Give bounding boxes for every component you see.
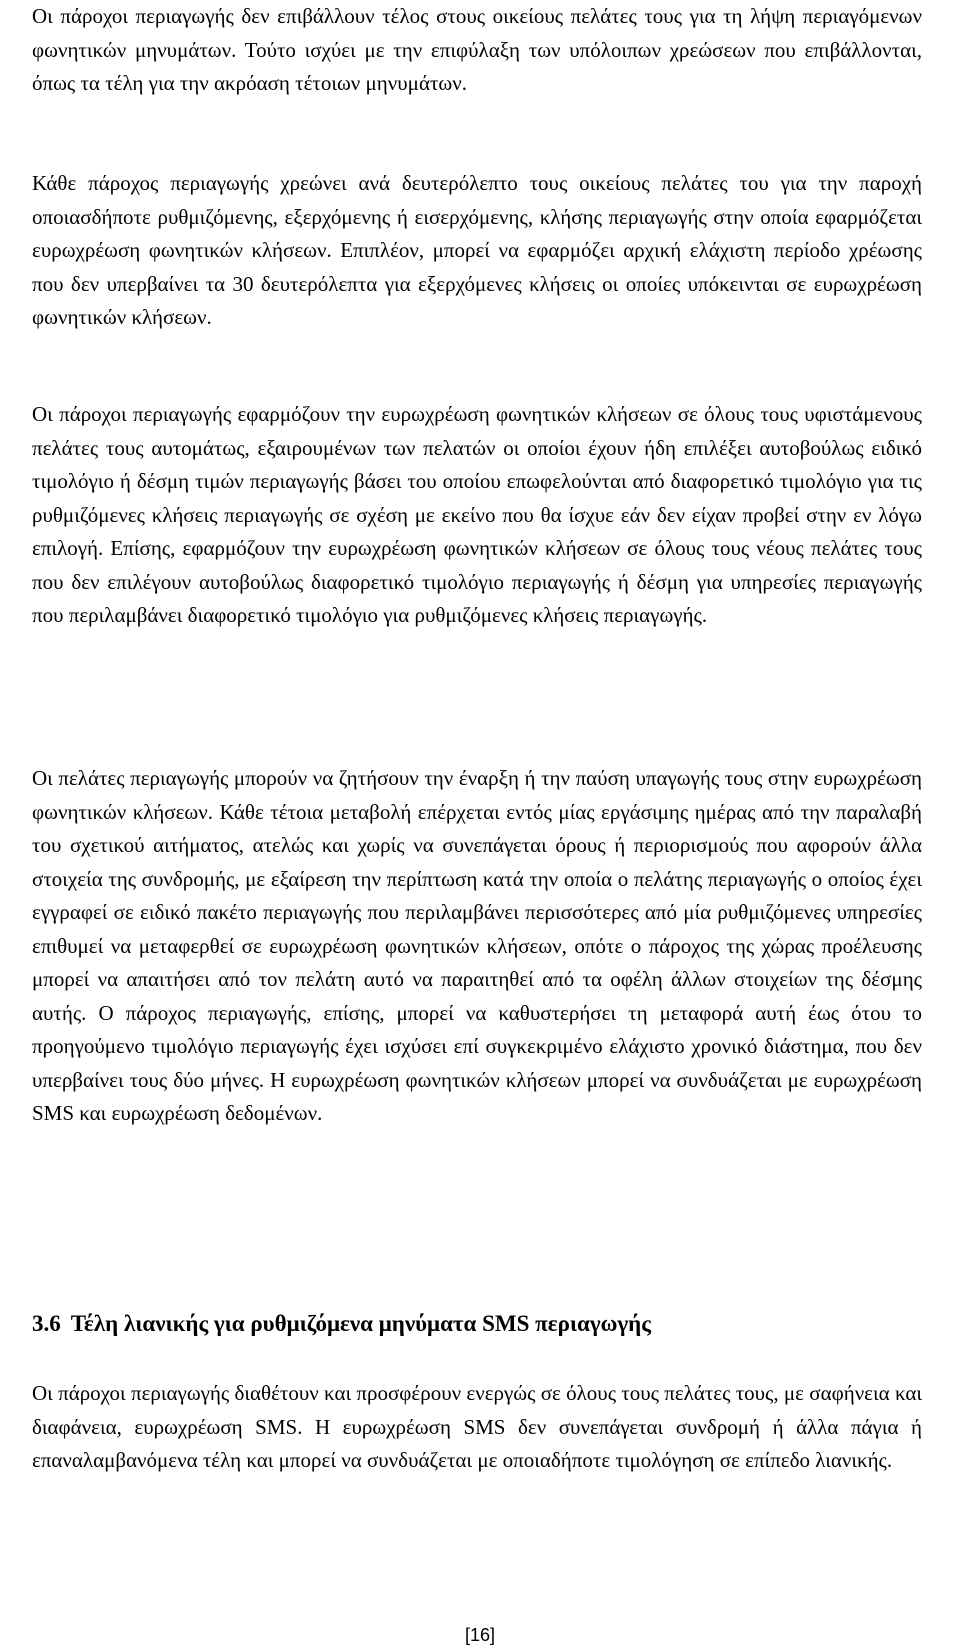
- page-number: [16]: [464, 1625, 496, 1645]
- paragraph-sms-eurotariff: Οι πάροχοι περιαγωγής διαθέτουν και προσφέρουν ενεργώς σε όλους τους πελάτες τους, με σαφήνεια και διαφάνεια, ευρωχρέωση SMS. Η ευρωχρέωση SMS δεν συνεπάγεται συνδρομή ή άλλα πάγια ή επαναλαμβανόμενα τέλη και μπορεί να συνδυάζεται με οποιαδήποτε τιμολόγηση σε επίπεδο λιανικής.: [32, 1381, 922, 1472]
- paragraph-automatic-eurotariff: Οι πάροχοι περιαγωγής εφαρμόζουν την ευρωχρέωση φωνητικών κλήσεων σε όλους τους υφιστάμενους πελάτες τους αυτομάτως, εξαιρουμένων των πελατών οι οποίοι έχουν ήδη επιλέξει αυτοβούλως ειδικό τιμολόγιο ή δέσμη τιμών περιαγωγής βάσει του οποίου επωφελούνται από διαφορετικό τιμολόγιο για τις ρυθμιζόμενες κλήσεις περιαγωγής σε σχέση με εκείνο που θα ίσχυε εάν δεν είχαν προβεί στην εν λόγω επιλογή. Επίσης, εφαρμόζουν την ευρωχρέωση φωνητικών κλήσεων σε όλους τους νέους πελάτες τους που δεν επιλέγουν αυτοβούλως διαφορετικό τιμολόγιο περιαγωγής ή δέσμη για υπηρεσίες περιαγωγής που περιλαμβάνει διαφορετικό τιμολόγιο για ρυθμιζόμενες κλήσεις περιαγωγής.: [32, 402, 922, 627]
- paragraph-per-second-billing: Κάθε πάροχος περιαγωγής χρεώνει ανά δευτερόλεπτο τους οικείους πελάτες του για την παροχή οποιασδήποτε ρυθμιζόμενης, εξερχόμενης ή εισερχόμενης, κλήσης περιαγωγής στην οποία εφαρμόζεται ευρωχρέωση φωνητικών κλήσεων. Επιπλέον, μπορεί να εφαρμόζει αρχική ελάχιστη περίοδο χρέωσης που δεν υπερβαίνει τα 30 δευτερόλεπτα για εξερχόμενες κλήσεις οι οποίες υπόκεινται σε ευρωχρέωση φωνητικών κλήσεων.: [32, 171, 922, 329]
- section-heading: [32, 1308, 922, 1340]
- paragraph-switching-tariff: Οι πελάτες περιαγωγής μπορούν να ζητήσουν την έναρξη ή την παύση υπαγωγής τους στην ευρωχρέωση φωνητικών κλήσεων. Κάθε τέτοια μεταβολή επέρχεται εντός μίας εργάσιμης ημέρας από την παραλαβή του σχετικού αιτήματος, ατελώς και χωρίς να συνεπάγεται όρους ή περιορισμούς που αφορούν άλλα στοιχεία της συνδρομής, με εξαίρεση την περίπτωση κατά την οποία ο πελάτης περιαγωγής ο οποίος έχει εγγραφεί σε ειδικό πακέτο περιαγωγής που περιλαμβάνει περισσότερες από μία ρυθμιζόμενες υπηρεσίες επιθυμεί να μεταφερθεί σε ευρωχρέωση φωνητικών κλήσεων, οπότε ο πάροχος της χώρας προέλευσης μπορεί να απαιτήσει από τον πελάτη αυτό να παραιτηθεί από τα οφέλη άλλων στοιχείων της δέσμης αυτής. Ο πάροχος περιαγωγής, επίσης, μπορεί να καθυστερήσει τη μεταφορά αυτή έως ότου το προηγούμενο τιμολόγιο περιαγωγής έχει ισχύσει επί συγκεκριμένο ελάχιστο χρονικό διάστημα, που δεν υπερβαίνει τους δύο μήνες. Η ευρωχρέωση φωνητικών κλήσεων μπορεί να συνδυάζεται με ευρωχρέωση SMS και ευρωχρέωση δεδομένων.: [32, 766, 922, 1125]
- section-number: 3.6: [32, 1311, 61, 1336]
- section-title: Τέλη λιανικής για ρυθμιζόμενα μηνύματα SMS περιαγωγής: [70, 1311, 651, 1336]
- paragraph-voicemail-charges: Οι πάροχοι περιαγωγής δεν επιβάλλουν τέλος στους οικείους πελάτες τους για τη λήψη περιαγόμενων φωνητικών μηνυμάτων. Τούτο ισχύει με την επιφύλαξη των υπόλοιπων χρεώσεων που επιβάλλονται, όπως τα τέλη για την ακρόαση τέτοιων μηνυμάτων.: [32, 4, 922, 95]
